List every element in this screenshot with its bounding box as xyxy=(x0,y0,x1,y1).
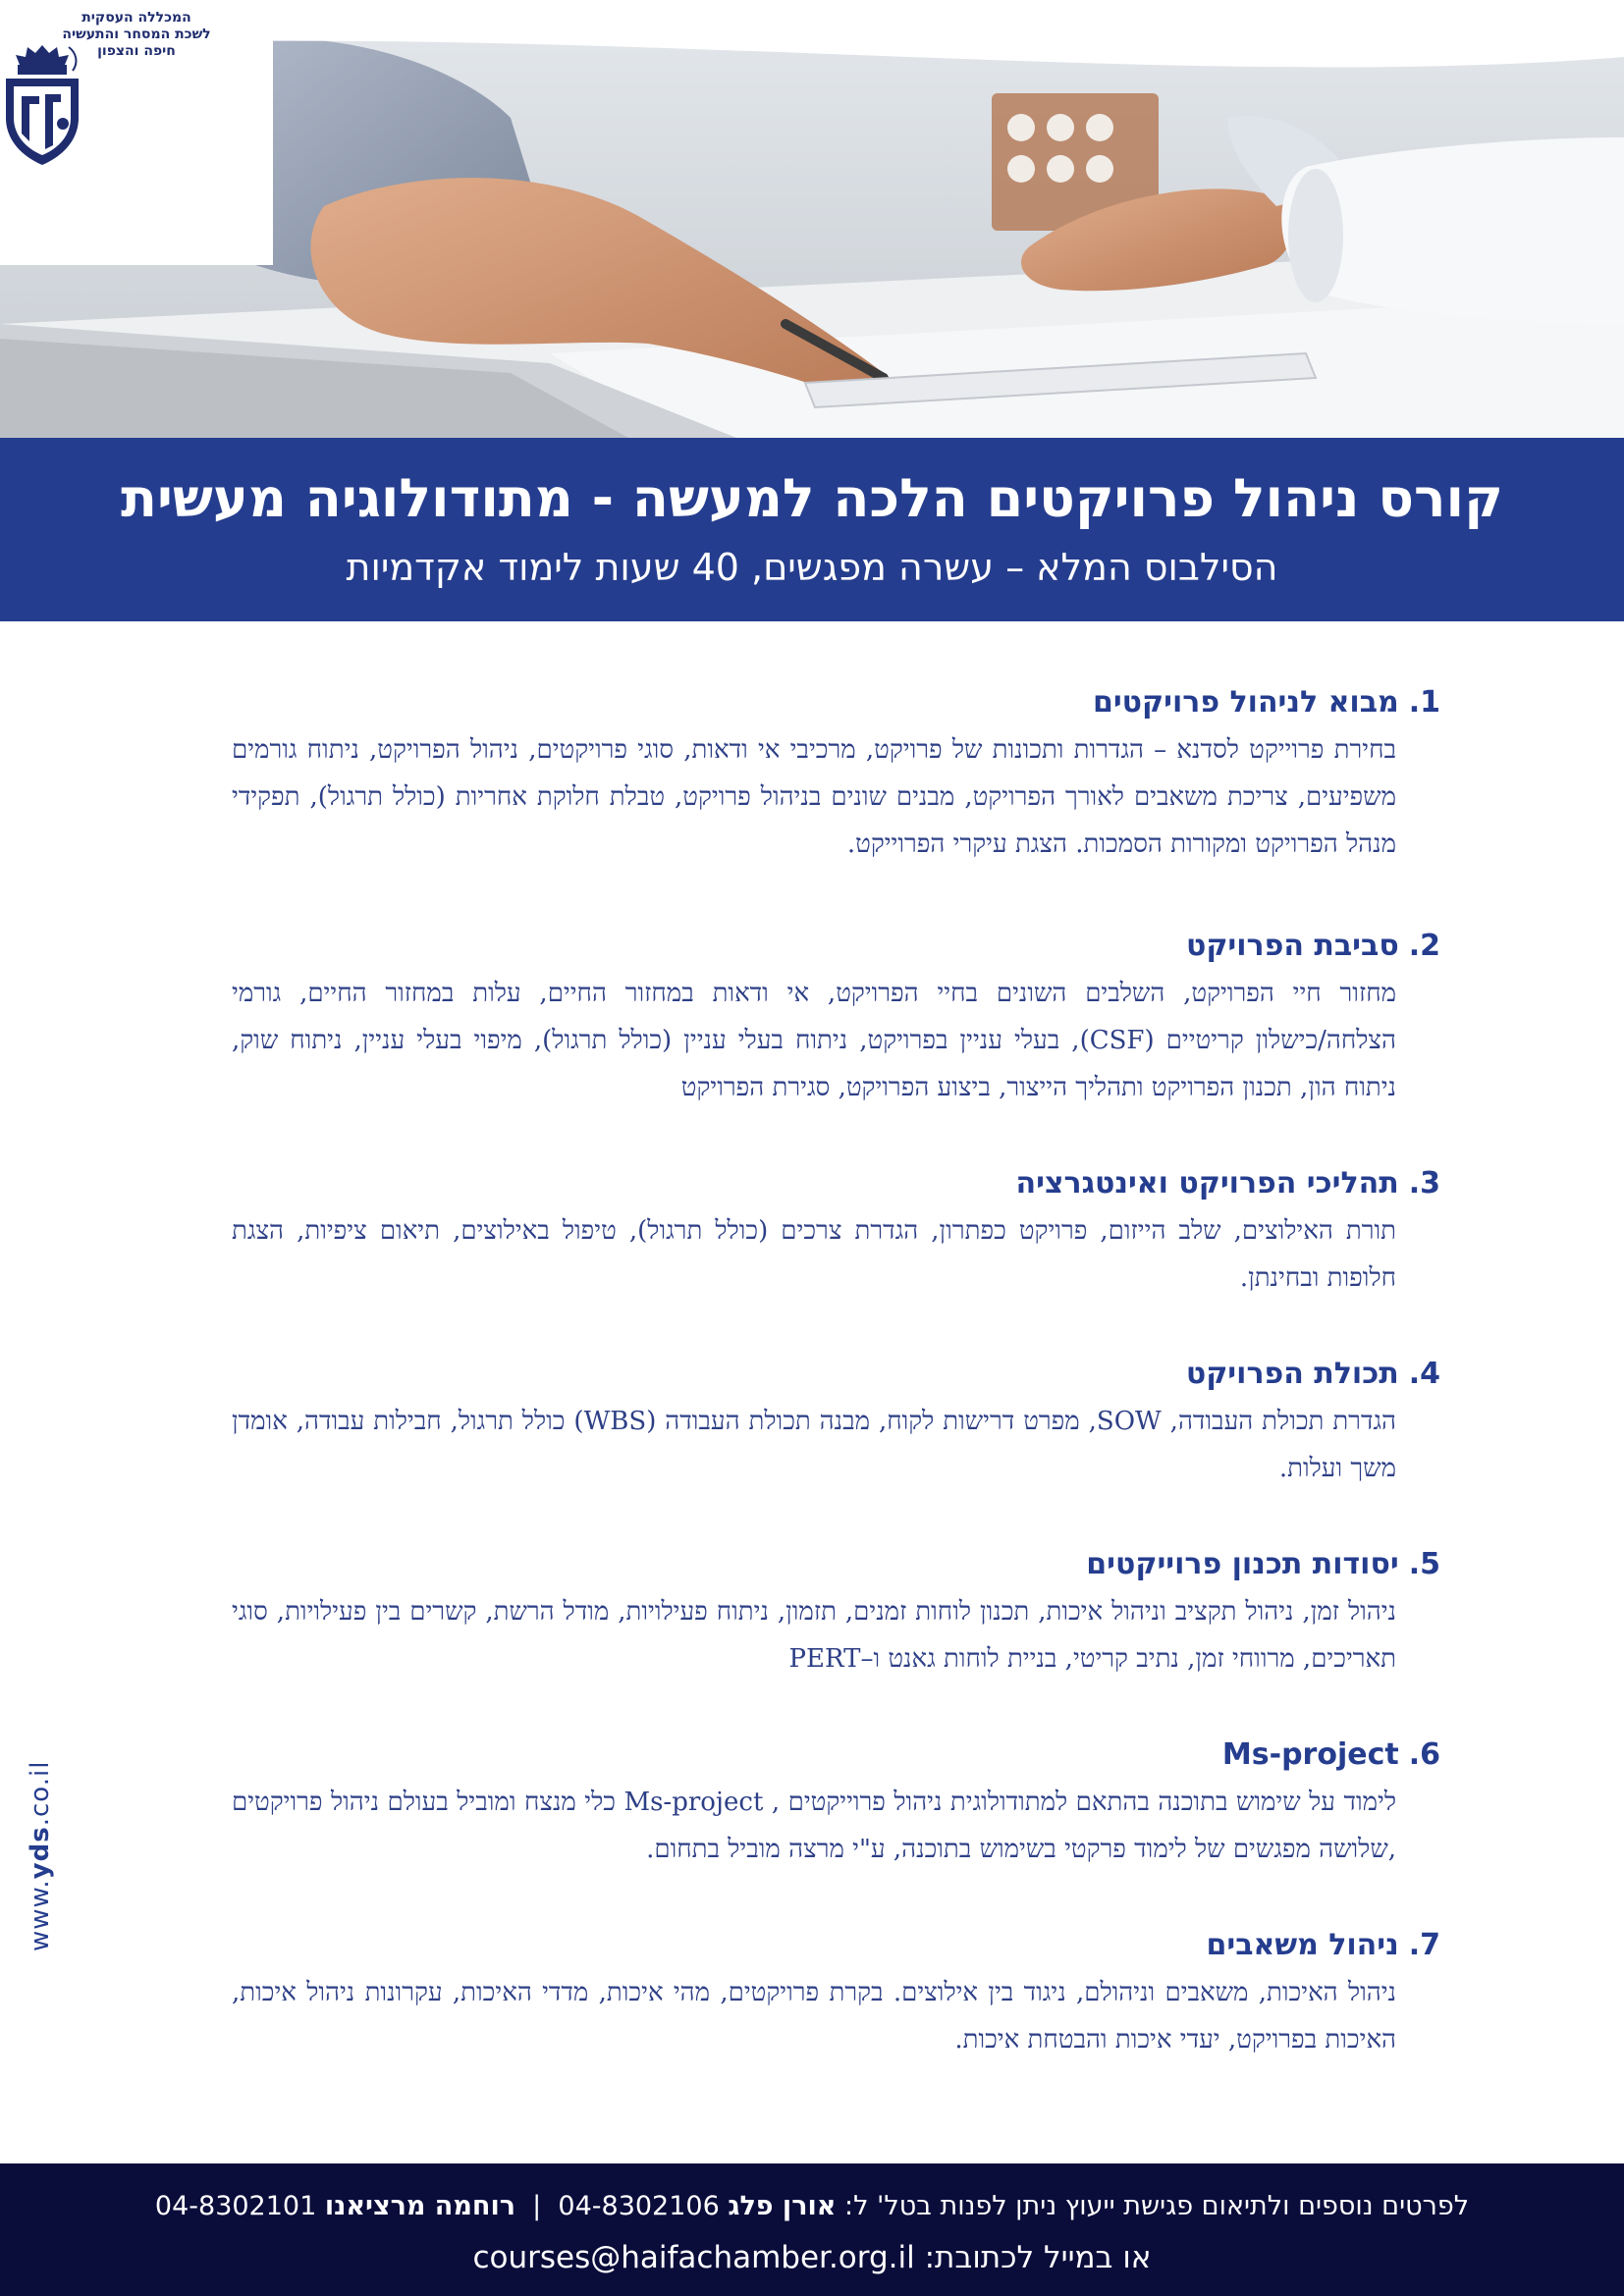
contact-intro: לפרטים נוספים ולתיאום פגישת ייעוץ ניתן לפנות בטל' ל: xyxy=(843,2191,1470,2221)
title-band xyxy=(0,438,1624,621)
syllabus-section-4 xyxy=(232,1355,1440,1492)
section-number: 6. xyxy=(1408,1737,1440,1772)
contact-1-name: אורן פלג xyxy=(728,2191,837,2221)
syllabus-section-2 xyxy=(232,927,1440,1111)
section-heading xyxy=(232,683,1440,722)
email-link[interactable]: courses@haifachamber.org.il xyxy=(472,2240,915,2275)
syllabus-section-5 xyxy=(232,1545,1440,1682)
contact-footer xyxy=(0,2163,1624,2296)
section-heading xyxy=(232,1164,1440,1203)
section-heading xyxy=(232,1926,1440,1965)
section-heading xyxy=(232,1735,1440,1775)
section-description: ניהול האיכות, משאבים וניהולם, ניגוד בין אילוצים. בקרת פרויקטים, מהי איכות, מדדי האיכות, עקרונות ניהול איכות, האיכות בפרויקט, יעדי איכות והבטחת איכות. xyxy=(232,1978,1396,2055)
url-brand: yds xyxy=(26,1826,55,1880)
section-number: 1. xyxy=(1408,685,1440,720)
page-title: קורס ניהול פרויקטים הלכה למעשה - מתודולוגיה מעשית xyxy=(121,467,1503,529)
contact-line xyxy=(0,2187,1624,2226)
url-prefix: www. xyxy=(26,1879,55,1951)
section-heading xyxy=(232,1545,1440,1584)
contact-2-phone[interactable]: 04-8302101 xyxy=(154,2191,317,2221)
syllabus xyxy=(232,683,1440,2063)
url-suffix: .co.il xyxy=(26,1760,55,1827)
email-line xyxy=(0,2237,1624,2278)
section-number: 5. xyxy=(1408,1547,1440,1581)
chamber-emblem-icon xyxy=(0,43,84,167)
section-description: מחזור חיי הפרויקט, השלבים השונים בחיי הפרויקט, אי ודאות במחזור החיים, עלות במחזור החיים, גורמי הצלחה/כישלון קריטיים (CSF), בעלי עניין בפרויקט, ניתוח בעלי עניין (כולל תרגול), מיפוי בעלי עניין, ניתוח שוק, ניתוח הון, תכנון הפרויקט ותהליך הייצור, ביצוע הפרויקט, סגירת הפרויקט xyxy=(232,979,1396,1102)
syllabus-section-6 xyxy=(232,1735,1440,1873)
section-heading xyxy=(232,927,1440,966)
section-title: יסודות תכנון פרוייקטים xyxy=(1086,1547,1399,1581)
syllabus-section-3 xyxy=(232,1164,1440,1302)
section-title: סביבת הפרויקט xyxy=(1185,929,1399,963)
section-title: Ms-project xyxy=(1221,1737,1399,1772)
section-title: מבוא לניהול פרויקטים xyxy=(1092,685,1399,720)
section-number: 7. xyxy=(1408,1928,1440,1962)
section-description: הגדרת תכולת העבודה, SOW, מפרט דרישות לקוח, מבנה תכולת העבודה (WBS) כולל תרגול, חבילות עבודה, אומדן משך ועלות. xyxy=(232,1407,1397,1483)
contact-1-phone[interactable]: 04-8302106 xyxy=(558,2191,720,2221)
section-description: תורת האילוצים, שלב הייזום, פרויקט כפתרון, הגדרת צרכים (כולל תרגול), טיפול באילוצים, תיאום ציפיות, הצגת חלופות ובחינתן. xyxy=(232,1216,1396,1293)
logo-line-3: חיפה והצפון xyxy=(97,43,176,59)
hero-photo xyxy=(0,0,1624,438)
contact-2-name: רוחמה מרציאנו xyxy=(324,2191,515,2221)
logo-line-1: המכללה העסקית xyxy=(81,10,191,26)
section-number: 4. xyxy=(1408,1357,1440,1391)
institution-name xyxy=(62,10,210,60)
syllabus-section-7 xyxy=(232,1926,1440,2063)
section-description: לימוד על שימוש בתוכנה בהתאם למתודולוגית ניהול פרוייקטים , Ms-project כלי מנצח ומוביל בעולם ניהול פרויקטים ,שלושה מפגשים של לימוד פרקטי בשימוש בתוכנה, ע"י מרצה מוביל בתחום. xyxy=(232,1788,1396,1864)
logo-line-2: לשכת המסחר והתעשיה xyxy=(62,27,211,42)
contact-separator: | xyxy=(532,2191,542,2221)
section-number: 2. xyxy=(1408,929,1440,963)
page-subtitle: הסילבוס המלא – עשרה מפגשים, 40 שעות לימוד אקדמיות xyxy=(346,546,1278,589)
section-title: תכולת הפרויקט xyxy=(1185,1357,1399,1391)
section-description: ניהול זמן, ניהול תקציב וניהול איכות, תכנון לוחות זמנים, תזמון, ניתוח פעילויות, מודל הרשת, קשרים בין פעילויות, סוגי תאריכים, מרווחי זמן, נתיב קריטי, בניית לוחות גאנט ו–PERT xyxy=(232,1597,1396,1674)
email-intro: או במייל לכתובת: xyxy=(924,2240,1152,2275)
syllabus-section-1 xyxy=(232,683,1440,868)
logo-box xyxy=(0,0,273,265)
section-title: תהליכי הפרויקט ואינטגרציה xyxy=(1015,1166,1399,1201)
section-title: ניהול משאבים xyxy=(1206,1928,1399,1962)
section-number: 3. xyxy=(1408,1166,1440,1201)
section-heading xyxy=(232,1355,1440,1394)
website-url[interactable] xyxy=(26,1761,55,1951)
section-description: בחירת פרוייקט לסדנא – הגדרות ותכונות של פרויקט, מרכיבי אי ודאות, סוגי פרויקטים, ניהול הפרויקט, ניתוח גורמים משפיעים, צריכת משאבים לאורך הפרויקט, מבנים שונים בניהול פרויקט, טבלת חלוקת אחריות (כולל תרגול), תפקידי מנהל הפרויקט ומקורות הסמכות. הצגת עיקרי הפרוייקט. xyxy=(232,735,1396,859)
